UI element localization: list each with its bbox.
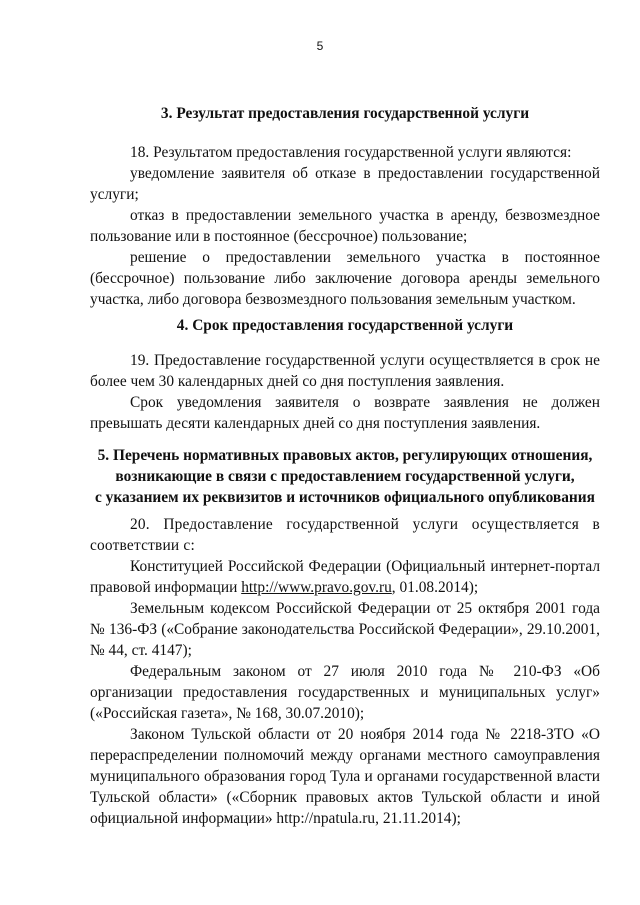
law-constitution xyxy=(90,556,600,598)
law-land-code: Земельным кодексом Российской Федерации от 25 октября 2001 года № 136-ФЗ («Собрание законодательства Российской Федерации», 29.10.2001, № 44, ст. 4147); xyxy=(90,600,600,659)
paragraph-18: 18. Результатом предоставления государственной услуги являются: xyxy=(130,144,572,161)
result-item-decision: решение о предоставлении земельного участка в постоянное (бессрочное) пользование либо заключение договора аренды земельного участка, либо договора безвозмездного пользования земельным участком. xyxy=(90,249,600,308)
section-4-heading: 4. Срок предоставления государственной услуги xyxy=(176,317,514,334)
law-tula-2218: Законом Тульской области от 20 ноября 2014 года № 2218-ЗТО «О перераспределении полномочий между органами местного самоуправления муниципального образования город Тула и органами государственной власти Тульской области» («Сборник правовых актов Тульской области и иной официальной информации» http://npatula.ru, 21.11.2014); xyxy=(90,726,600,827)
law-constitution-date: , 01.08.2014); xyxy=(391,579,479,596)
section-5-heading-line-2: возникающие в связи с предоставлением государственной услуги, xyxy=(115,468,575,485)
result-item-refusal-notice: уведомление заявителя об отказе в предоставлении государственной услуги; xyxy=(90,165,600,203)
section-5-heading xyxy=(90,445,600,508)
page-number: 5 xyxy=(316,39,324,53)
section-3-heading: 3. Результат предоставления государственной услуги xyxy=(160,105,530,122)
section-5-heading-line-1: 5. Перечень нормативных правовых актов, регулирующих отношения, xyxy=(97,447,593,464)
paragraph-20: 20. Предоставление государственной услуги осуществляется в соответствии с: xyxy=(90,516,600,554)
law-constitution-text: Конституцией Российской Федерации (Официальный интернет-портал правовой информации xyxy=(90,558,600,596)
result-item-refusal: отказ в предоставлении земельного участка в аренду, безвозмездное пользование или в постоянное (бессрочное) пользование; xyxy=(90,207,600,245)
paragraph-19-return-notice: Срок уведомления заявителя о возврате заявления не должен превышать десяти календарных дней со дня поступления заявления. xyxy=(90,394,600,432)
law-federal-210: Федеральным законом от 27 июля 2010 года № 210-ФЗ «Об организации предоставления государственных и муниципальных услуг» («Российская газета», № 168, 30.07.2010); xyxy=(90,663,600,722)
section-5-heading-line-3: с указанием их реквизитов и источников официального опубликования xyxy=(94,489,595,506)
paragraph-19: 19. Предоставление государственной услуги осуществляется в срок не более чем 30 календарных дней со дня поступления заявления. xyxy=(90,352,600,390)
pravo-gov-link[interactable]: http://www.pravo.gov.ru xyxy=(241,579,392,596)
